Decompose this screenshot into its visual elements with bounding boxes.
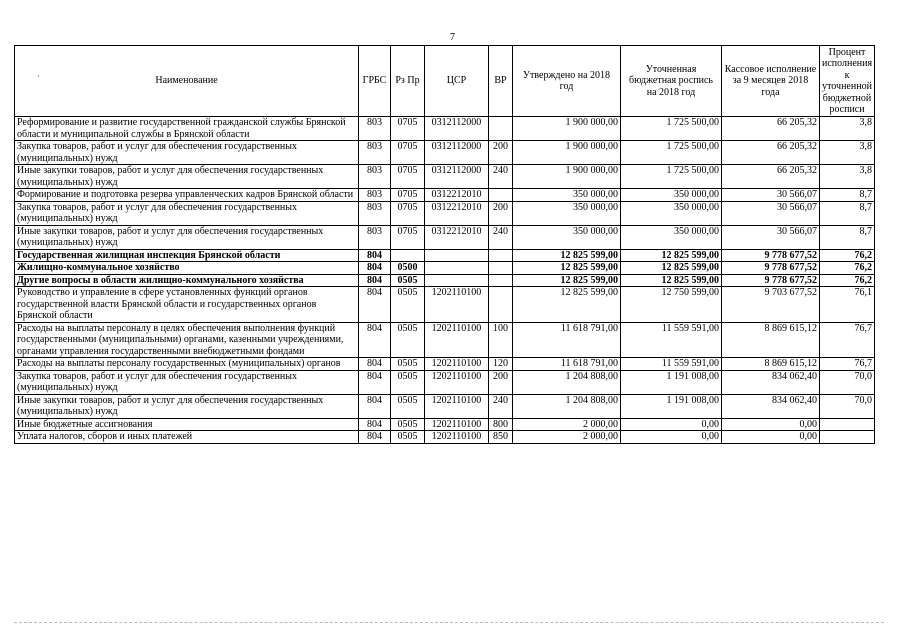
column-header-percent: Процент исполнения к уточненной бюджетной росписи (820, 46, 875, 117)
cell-percent: 76,2 (820, 249, 875, 262)
cell-approved: 12 825 599,00 (513, 249, 621, 262)
cell-cash: 0,00 (722, 431, 820, 444)
cell-name: Уплата налогов, сборов и иных платежей (15, 431, 359, 444)
cell-approved: 1 900 000,00 (513, 165, 621, 189)
cell-cash: 834 062,40 (722, 394, 820, 418)
cell-vr: 200 (489, 370, 513, 394)
table-row (15, 262, 875, 275)
cell-name: Иные закупки товаров, работ и услуг для обеспечения государственных (муниципальных) нужд (15, 225, 359, 249)
cell-rzpr: 0705 (391, 117, 425, 141)
cell-refined: 350 000,00 (621, 189, 722, 202)
cell-grbs: 804 (359, 394, 391, 418)
cell-vr (489, 262, 513, 275)
cell-percent: 76,7 (820, 322, 875, 358)
cell-rzpr: 0705 (391, 201, 425, 225)
table-row (15, 165, 875, 189)
cell-name: Расходы на выплаты персоналу в целях обеспечения выполнения функций государственными (муниципальными) органами, казенными учреждениями, органами управления государственными внебюджетными фондами (15, 322, 359, 358)
cell-vr: 120 (489, 358, 513, 371)
cell-grbs: 803 (359, 189, 391, 202)
table-row (15, 225, 875, 249)
table-row (15, 370, 875, 394)
cell-percent (820, 431, 875, 444)
cell-cash: 834 062,40 (722, 370, 820, 394)
cell-csr: 0312212010 (425, 189, 489, 202)
column-header-rzpr: Рз Пр (391, 46, 425, 117)
cell-refined: 12 825 599,00 (621, 249, 722, 262)
cell-cash: 8 869 615,12 (722, 322, 820, 358)
cell-cash: 9 778 677,52 (722, 249, 820, 262)
cell-grbs: 804 (359, 370, 391, 394)
table-row (15, 322, 875, 358)
table-row (15, 358, 875, 371)
cell-percent: 3,8 (820, 117, 875, 141)
cell-refined: 1 725 500,00 (621, 117, 722, 141)
cell-vr: 240 (489, 225, 513, 249)
cell-cash: 66 205,32 (722, 141, 820, 165)
cell-csr: 0312112000 (425, 141, 489, 165)
cell-name: Государственная жилищная инспекция Брянской области (15, 249, 359, 262)
table-row (15, 201, 875, 225)
cell-grbs: 804 (359, 431, 391, 444)
cell-rzpr: 0505 (391, 287, 425, 323)
column-header-csr: ЦСР (425, 46, 489, 117)
cell-vr: 850 (489, 431, 513, 444)
table-row (15, 274, 875, 287)
column-header-cash: Кассовое исполнение за 9 месяцев 2018 года (722, 46, 820, 117)
cell-rzpr (391, 249, 425, 262)
table-row (15, 431, 875, 444)
cell-vr: 800 (489, 418, 513, 431)
cell-percent: 76,2 (820, 262, 875, 275)
cell-vr: 100 (489, 322, 513, 358)
cell-grbs: 804 (359, 358, 391, 371)
cell-csr: 0312212010 (425, 225, 489, 249)
cell-rzpr: 0505 (391, 394, 425, 418)
cell-rzpr: 0505 (391, 358, 425, 371)
cell-csr: 0312212010 (425, 201, 489, 225)
cell-approved: 12 825 599,00 (513, 287, 621, 323)
cell-rzpr: 0505 (391, 370, 425, 394)
cell-approved: 11 618 791,00 (513, 322, 621, 358)
cell-csr: 0312112000 (425, 165, 489, 189)
cell-vr (489, 274, 513, 287)
cell-rzpr: 0705 (391, 165, 425, 189)
cell-vr: 240 (489, 165, 513, 189)
table-body (15, 117, 875, 444)
cell-csr (425, 262, 489, 275)
cell-rzpr: 0505 (391, 418, 425, 431)
cell-percent: 76,2 (820, 274, 875, 287)
table-row (15, 249, 875, 262)
table-row (15, 418, 875, 431)
cell-approved: 1 900 000,00 (513, 141, 621, 165)
cell-vr: 200 (489, 141, 513, 165)
cell-cash: 0,00 (722, 418, 820, 431)
cell-approved: 2 000,00 (513, 418, 621, 431)
cell-rzpr: 0500 (391, 262, 425, 275)
cell-name: Закупка товаров, работ и услуг для обеспечения государственных (муниципальных) нужд (15, 141, 359, 165)
cell-percent: 8,7 (820, 189, 875, 202)
cell-csr: 1202110100 (425, 431, 489, 444)
cell-cash: 30 566,07 (722, 189, 820, 202)
cell-approved: 2 000,00 (513, 431, 621, 444)
cell-csr: 1202110100 (425, 394, 489, 418)
cell-approved: 1 900 000,00 (513, 117, 621, 141)
cell-cash: 8 869 615,12 (722, 358, 820, 371)
page-number: 7 (450, 32, 455, 43)
cell-refined: 350 000,00 (621, 225, 722, 249)
cell-rzpr: 0505 (391, 274, 425, 287)
cell-approved: 1 204 808,00 (513, 370, 621, 394)
cell-approved: 350 000,00 (513, 189, 621, 202)
cell-grbs: 804 (359, 418, 391, 431)
budget-table (14, 45, 875, 444)
cell-name: Закупка товаров, работ и услуг для обеспечения государственных (муниципальных) нужд (15, 201, 359, 225)
cell-percent: 8,7 (820, 201, 875, 225)
page-edge-divider (14, 622, 884, 623)
cell-approved: 11 618 791,00 (513, 358, 621, 371)
cell-refined: 11 559 591,00 (621, 322, 722, 358)
cell-refined: 1 191 008,00 (621, 394, 722, 418)
table-row (15, 117, 875, 141)
cell-refined: 0,00 (621, 431, 722, 444)
cell-percent: 3,8 (820, 141, 875, 165)
column-header-vr: ВР (489, 46, 513, 117)
cell-vr: 200 (489, 201, 513, 225)
cell-rzpr: 0705 (391, 141, 425, 165)
cell-cash: 30 566,07 (722, 201, 820, 225)
cell-grbs: 804 (359, 249, 391, 262)
cell-name: Иные закупки товаров, работ и услуг для обеспечения государственных (муниципальных) нужд (15, 394, 359, 418)
cell-percent: 76,7 (820, 358, 875, 371)
cell-rzpr: 0705 (391, 189, 425, 202)
column-header-approved: Утверждено на 2018 год (513, 46, 621, 117)
cell-rzpr: 0705 (391, 225, 425, 249)
cell-name: Другие вопросы в области жилищно-коммунального хозяйства (15, 274, 359, 287)
cell-csr (425, 274, 489, 287)
cell-percent (820, 418, 875, 431)
column-header-name: Наименование (15, 46, 359, 117)
cell-vr (489, 189, 513, 202)
cell-name: Жилищно-коммунальное хозяйство (15, 262, 359, 275)
cell-percent: 3,8 (820, 165, 875, 189)
cell-grbs: 804 (359, 287, 391, 323)
cell-refined: 0,00 (621, 418, 722, 431)
cell-cash: 9 778 677,52 (722, 274, 820, 287)
cell-grbs: 803 (359, 201, 391, 225)
cell-name: Иные закупки товаров, работ и услуг для обеспечения государственных (муниципальных) нужд (15, 165, 359, 189)
cell-refined: 11 559 591,00 (621, 358, 722, 371)
cell-percent: 70,0 (820, 394, 875, 418)
cell-grbs: 803 (359, 165, 391, 189)
cell-csr (425, 249, 489, 262)
table-row (15, 189, 875, 202)
cell-csr: 1202110100 (425, 418, 489, 431)
cell-cash: 66 205,32 (722, 117, 820, 141)
cell-percent: 70,0 (820, 370, 875, 394)
scan-mark: · (37, 72, 40, 81)
cell-approved: 12 825 599,00 (513, 274, 621, 287)
cell-cash: 9 703 677,52 (722, 287, 820, 323)
cell-refined: 1 725 500,00 (621, 141, 722, 165)
table-row (15, 287, 875, 323)
cell-csr: 0312112000 (425, 117, 489, 141)
cell-rzpr: 0505 (391, 322, 425, 358)
cell-grbs: 803 (359, 141, 391, 165)
cell-approved: 350 000,00 (513, 225, 621, 249)
cell-cash: 9 778 677,52 (722, 262, 820, 275)
cell-vr (489, 117, 513, 141)
column-header-refined: Уточненная бюджетная роспись на 2018 год (621, 46, 722, 117)
cell-refined: 12 825 599,00 (621, 262, 722, 275)
cell-percent: 76,1 (820, 287, 875, 323)
cell-grbs: 804 (359, 262, 391, 275)
cell-refined: 1 725 500,00 (621, 165, 722, 189)
cell-vr (489, 287, 513, 323)
cell-percent: 8,7 (820, 225, 875, 249)
cell-refined: 350 000,00 (621, 201, 722, 225)
column-header-grbs: ГРБС (359, 46, 391, 117)
cell-grbs: 804 (359, 322, 391, 358)
cell-grbs: 803 (359, 117, 391, 141)
cell-rzpr: 0505 (391, 431, 425, 444)
cell-cash: 30 566,07 (722, 225, 820, 249)
cell-name: Формирование и подготовка резерва управленческих кадров Брянской области (15, 189, 359, 202)
cell-approved: 1 204 808,00 (513, 394, 621, 418)
cell-cash: 66 205,32 (722, 165, 820, 189)
table-row (15, 394, 875, 418)
cell-grbs: 803 (359, 225, 391, 249)
cell-csr: 1202110100 (425, 322, 489, 358)
cell-approved: 350 000,00 (513, 201, 621, 225)
table-header-row (15, 46, 875, 117)
cell-csr: 1202110100 (425, 370, 489, 394)
cell-csr: 1202110100 (425, 287, 489, 323)
cell-name: Реформирование и развитие государственной гражданской службы Брянской области и муниципальной службы в Брянской области (15, 117, 359, 141)
cell-vr: 240 (489, 394, 513, 418)
cell-refined: 1 191 008,00 (621, 370, 722, 394)
cell-approved: 12 825 599,00 (513, 262, 621, 275)
cell-name: Закупка товаров, работ и услуг для обеспечения государственных (муниципальных) нужд (15, 370, 359, 394)
cell-name: Руководство и управление в сфере установленных функций органов государственной власти Брянской области и государственных органов Брянской области (15, 287, 359, 323)
cell-csr: 1202110100 (425, 358, 489, 371)
table-row (15, 141, 875, 165)
cell-name: Расходы на выплаты персоналу государственных (муниципальных) органов (15, 358, 359, 371)
cell-refined: 12 825 599,00 (621, 274, 722, 287)
cell-grbs: 804 (359, 274, 391, 287)
cell-vr (489, 249, 513, 262)
cell-name: Иные бюджетные ассигнования (15, 418, 359, 431)
cell-refined: 12 750 599,00 (621, 287, 722, 323)
